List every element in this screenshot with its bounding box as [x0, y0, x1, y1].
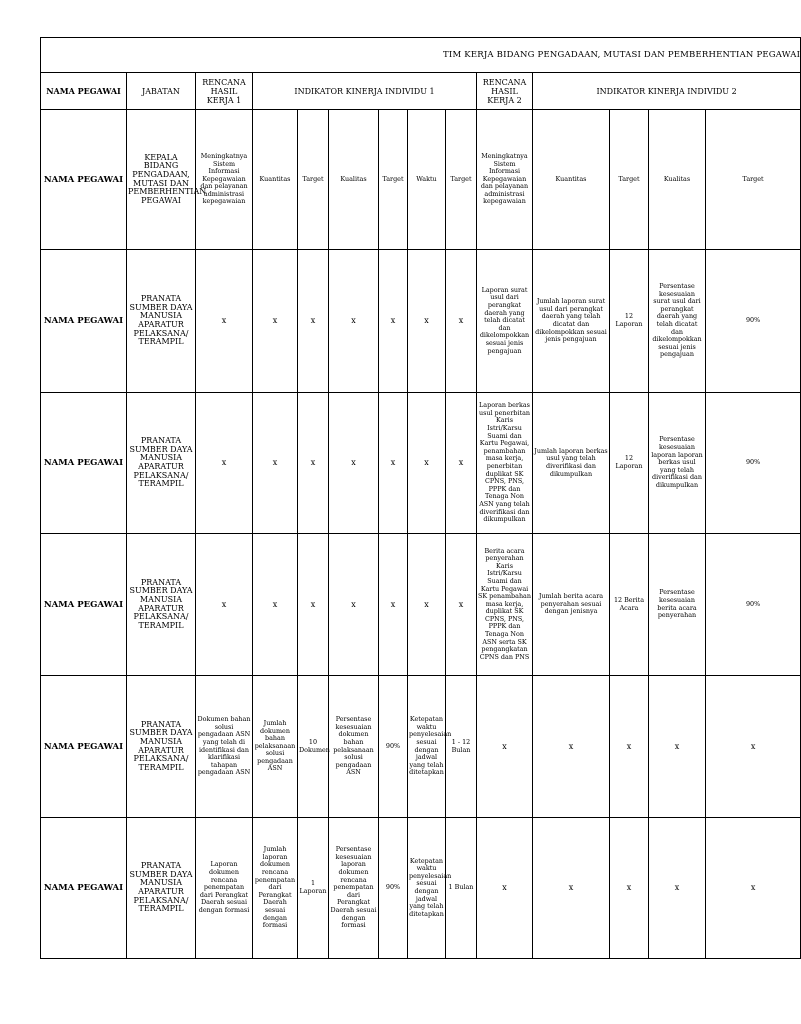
- cell-11: Jumlah laporan surat usul dari perangkat daerah yang telah dicatat dan dikelompokkan sesuai jenis pengajuan: [533, 250, 610, 393]
- cell-9: x: [446, 534, 477, 676]
- header-nama-pegawai: NAMA PEGAWAI: [41, 73, 127, 110]
- cell-nama-pegawai: NAMA PEGAWAI: [41, 393, 127, 534]
- cell-8: x: [408, 393, 446, 534]
- cell-12: x: [610, 676, 649, 818]
- cell-5: Target: [298, 110, 329, 250]
- table-row: [41, 110, 801, 250]
- cell-jabatan: KEPALA BIDANG PENGADAAN, MUTASI DAN PEMBERHENTIAN PEGAWAI: [127, 110, 196, 250]
- cell-jabatan: PRANATA SUMBER DAYA MANUSIA APARATUR PELAKSANA/ TERAMPIL: [127, 676, 196, 818]
- cell-4: x: [253, 250, 298, 393]
- cell-6: x: [329, 250, 379, 393]
- kinerja-table: [40, 37, 801, 959]
- cell-10: Berita acara penyerahan Karis Istri/Karsu Suami dan Kartu Pegawai SK penambahan masa kerja, duplikat SK CPNS, PNS, PPPK dan Tenaga Non ASN serta SK pengangkatan CPNS dan PNS: [477, 534, 533, 676]
- header-indikator-kinerja-1: INDIKATOR KINERJA INDIVIDU 1: [253, 73, 477, 110]
- cell-4: x: [253, 534, 298, 676]
- cell-8: Ketepatan waktu penyelesaian sesuai dengan jadwal yang telah ditetapkan: [408, 676, 446, 818]
- cell-8: x: [408, 534, 446, 676]
- cell-7: Target: [379, 110, 408, 250]
- cell-3: Meningkatnya Sistem Informasi Kepegawaian dan pelayanan administrasi kepegawaian: [196, 110, 253, 250]
- cell-9: x: [446, 393, 477, 534]
- cell-14: 90%: [706, 534, 801, 676]
- cell-12: 12 Laporan: [610, 250, 649, 393]
- cell-10: Laporan surat usul dari perangkat daerah yang telah dicatat dan dikelompokkan sesuai jenis pengajuan: [477, 250, 533, 393]
- cell-jabatan: PRANATA SUMBER DAYA MANUSIA APARATUR PELAKSANA/ TERAMPIL: [127, 534, 196, 676]
- cell-5: x: [298, 393, 329, 534]
- cell-4: Kuantitas: [253, 110, 298, 250]
- cell-5: 10 Dokumen: [298, 676, 329, 818]
- cell-7: x: [379, 250, 408, 393]
- cell-13: Persentase kesesuaian laporan laporan berkas usul yang telah diverifikasi dan dikumpulkan: [649, 393, 706, 534]
- table-row: [41, 818, 801, 959]
- cell-6: Persentase kesesuaian laporan dokumen rencana penempatan dari Perangkat Daerah sesuai dengan formasi: [329, 818, 379, 959]
- table-title: TIM KERJA BIDANG PENGADAAN, MUTASI DAN PEMBERHENTIAN PEGAWAI: [41, 38, 801, 73]
- header-rencana-hasil-kerja-1: RENCANA HASIL KERJA 1: [196, 73, 253, 110]
- cell-jabatan: PRANATA SUMBER DAYA MANUSIA APARATUR PELAKSANA/ TERAMPIL: [127, 250, 196, 393]
- cell-13: Kualitas: [649, 110, 706, 250]
- cell-9: Target: [446, 110, 477, 250]
- cell-5: x: [298, 250, 329, 393]
- cell-9: 1 - 12 Bulan: [446, 676, 477, 818]
- cell-10: Meningkatnya Sistem Informasi Kepegawaian dan pelayanan administrasi kepegawaian: [477, 110, 533, 250]
- cell-nama-pegawai: NAMA PEGAWAI: [41, 818, 127, 959]
- cell-9: x: [446, 250, 477, 393]
- cell-3: x: [196, 250, 253, 393]
- cell-8: Ketepatan waktu penyelesaian sesuai dengan jadwal yang telah ditetapkan: [408, 818, 446, 959]
- cell-13: Persentase kesesuaian berita acara penyerahan: [649, 534, 706, 676]
- cell-5: x: [298, 534, 329, 676]
- cell-14: 90%: [706, 393, 801, 534]
- cell-4: Jumlah dokumen bahan pelaksanaan solusi pengadaan ASN: [253, 676, 298, 818]
- cell-11: x: [533, 676, 610, 818]
- cell-3: Laporan dokumen rencana penempatan dari Perangkat Daerah sesuai dengan formasi: [196, 818, 253, 959]
- header-rencana-hasil-kerja-2: RENCANA HASIL KERJA 2: [477, 73, 533, 110]
- cell-13: Persentase kesesuaian surat usul dari perangkat daerah yang telah dicatat dan dikelompokkan sesuai jenis pengajuan: [649, 250, 706, 393]
- cell-3: Dokumen bahan solusi pengadaan ASN yang telah di identifikasi dan klarifikasi tahapan pengadaan ASN: [196, 676, 253, 818]
- cell-11: Jumlah laporan berkas usul yang telah diverifikasi dan dikumpulkan: [533, 393, 610, 534]
- cell-3: x: [196, 393, 253, 534]
- cell-7: x: [379, 534, 408, 676]
- cell-8: Waktu: [408, 110, 446, 250]
- cell-5: 1 Laporan: [298, 818, 329, 959]
- cell-nama-pegawai: NAMA PEGAWAI: [41, 110, 127, 250]
- cell-6: Persentase kesesuaian dokumen bahan pelaksanaan solusi pengadaan ASN: [329, 676, 379, 818]
- table-row: [41, 676, 801, 818]
- cell-6: Kualitas: [329, 110, 379, 250]
- table-row: [41, 534, 801, 676]
- cell-nama-pegawai: NAMA PEGAWAI: [41, 534, 127, 676]
- cell-12: x: [610, 818, 649, 959]
- cell-jabatan: PRANATA SUMBER DAYA MANUSIA APARATUR PELAKSANA/ TERAMPIL: [127, 393, 196, 534]
- worksheet: [40, 37, 801, 959]
- cell-11: x: [533, 818, 610, 959]
- cell-12: 12 Berita Acara: [610, 534, 649, 676]
- cell-jabatan: PRANATA SUMBER DAYA MANUSIA APARATUR PELAKSANA/ TERAMPIL: [127, 818, 196, 959]
- cell-4: Jumlah laporan dokumen rencana penempatan dari Perangkat Daerah sesuai dengan formasi: [253, 818, 298, 959]
- cell-12: Target: [610, 110, 649, 250]
- cell-9: 1 Bulan: [446, 818, 477, 959]
- cell-7: 90%: [379, 818, 408, 959]
- cell-3: x: [196, 534, 253, 676]
- cell-13: x: [649, 676, 706, 818]
- table-row: [41, 393, 801, 534]
- cell-nama-pegawai: NAMA PEGAWAI: [41, 676, 127, 818]
- cell-8: x: [408, 250, 446, 393]
- cell-10: x: [477, 818, 533, 959]
- cell-13: x: [649, 818, 706, 959]
- cell-11: Jumlah berita acara penyerahan sesuai dengan jenisnya: [533, 534, 610, 676]
- cell-10: x: [477, 676, 533, 818]
- cell-nama-pegawai: NAMA PEGAWAI: [41, 250, 127, 393]
- cell-6: x: [329, 534, 379, 676]
- cell-14: x: [706, 818, 801, 959]
- cell-12: 12 Laporan: [610, 393, 649, 534]
- cell-7: 90%: [379, 676, 408, 818]
- cell-14: Target: [706, 110, 801, 250]
- cell-14: x: [706, 676, 801, 818]
- cell-10: Laporan berkas usul penerbitan Karis Istri/Karsu Suami dan Kartu Pegawai, penambahan masa kerja, penerbitan duplikat SK CPNS, PNS, PPPK dan Tenaga Non ASN yang telah diverifikasi dan dikumpulkan: [477, 393, 533, 534]
- cell-11: Kuantitas: [533, 110, 610, 250]
- header-jabatan: JABATAN: [127, 73, 196, 110]
- cell-6: x: [329, 393, 379, 534]
- header-indikator-kinerja-2: INDIKATOR KINERJA INDIVIDU 2: [533, 73, 801, 110]
- table-row: [41, 250, 801, 393]
- cell-7: x: [379, 393, 408, 534]
- cell-4: x: [253, 393, 298, 534]
- cell-14: 90%: [706, 250, 801, 393]
